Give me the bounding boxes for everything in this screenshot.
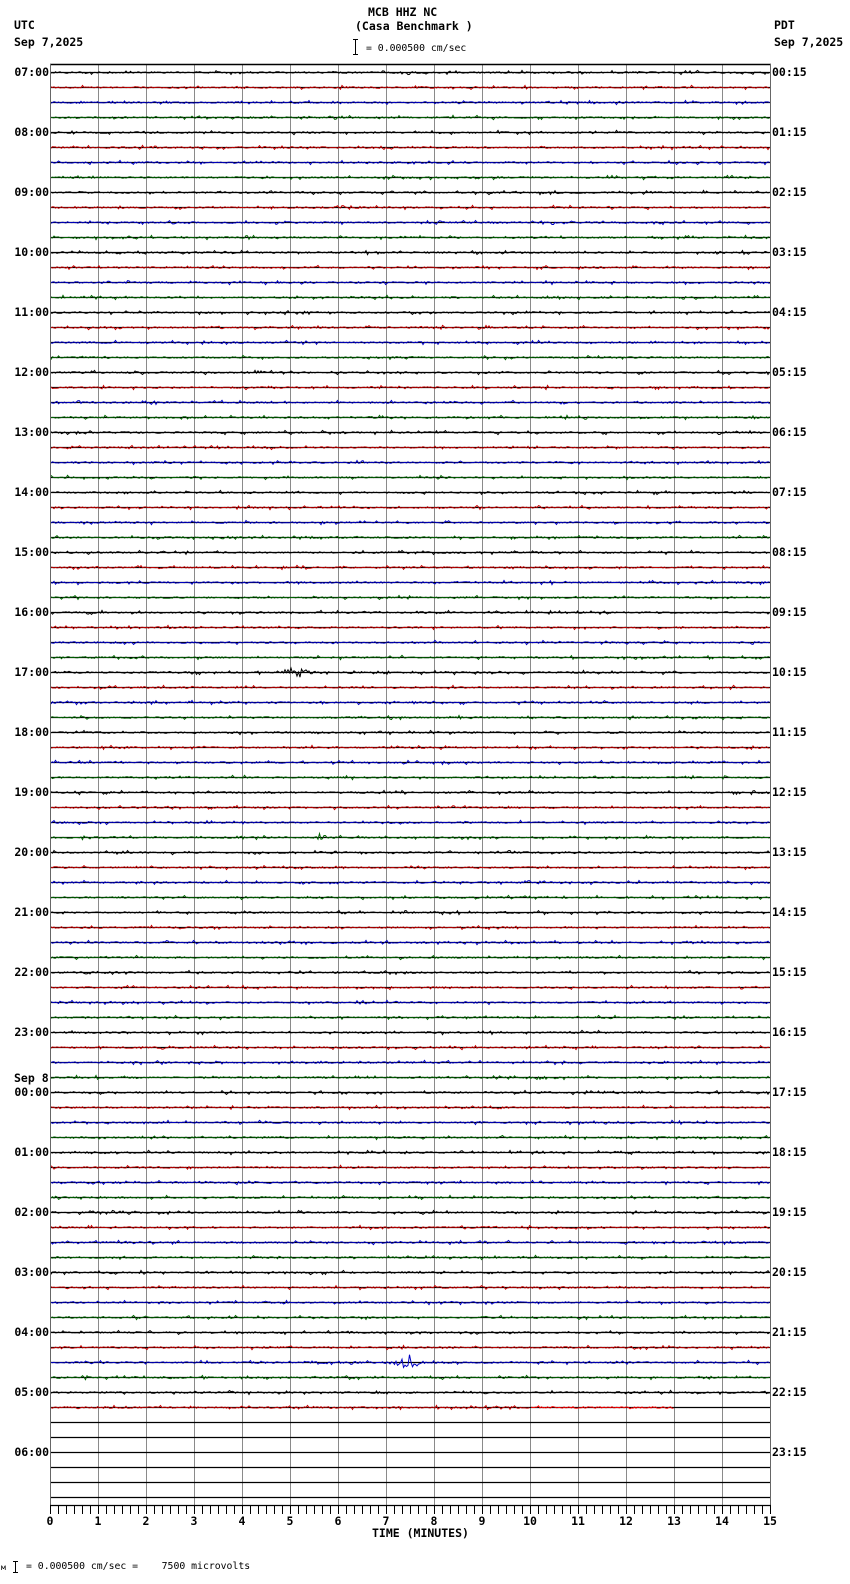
x-tick-label: 5 bbox=[286, 1514, 294, 1528]
seismic-trace bbox=[51, 1346, 770, 1350]
header-scale-text: = 0.000500 cm/sec bbox=[366, 43, 467, 54]
x-axis-title: TIME (MINUTES) bbox=[372, 1526, 469, 1540]
pdt-hour-label: 22:15 bbox=[772, 1385, 807, 1399]
seismic-trace bbox=[51, 190, 770, 194]
pdt-hour-label: 16:15 bbox=[772, 1025, 807, 1039]
utc-hour-label: 20:00 bbox=[14, 845, 49, 859]
pdt-hour-label: 11:15 bbox=[772, 725, 807, 739]
footer-scale-text: = 0.000500 cm/sec = 7500 microvolts bbox=[26, 1561, 251, 1572]
utc-hour-label: 00:00 bbox=[14, 1085, 49, 1099]
seismic-trace bbox=[51, 205, 770, 209]
pdt-hour-label: 03:15 bbox=[772, 245, 807, 259]
utc-hour-label: 09:00 bbox=[14, 185, 49, 199]
x-tick-label: 10 bbox=[523, 1514, 537, 1528]
seismic-trace bbox=[51, 834, 770, 840]
utc-hour-label: 08:00 bbox=[14, 125, 49, 139]
utc-hour-label: 02:00 bbox=[14, 1205, 49, 1219]
utc-hour-label: 22:00 bbox=[14, 965, 49, 979]
pdt-hour-label: 06:15 bbox=[772, 425, 807, 439]
x-tick-label: 1 bbox=[94, 1514, 102, 1528]
seismic-trace bbox=[51, 655, 770, 659]
seismic-trace bbox=[51, 1355, 770, 1368]
pdt-hour-label: 05:15 bbox=[772, 365, 807, 379]
pdt-hour-label: 13:15 bbox=[772, 845, 807, 859]
seismic-trace bbox=[51, 341, 770, 345]
utc-hour-label: 11:00 bbox=[14, 305, 49, 319]
station-title: MCB HHZ NC bbox=[368, 5, 438, 19]
x-tick-label: 3 bbox=[190, 1514, 198, 1528]
seismic-trace bbox=[51, 1331, 770, 1335]
x-tick-label: 4 bbox=[238, 1514, 246, 1528]
seismic-trace bbox=[51, 791, 770, 795]
seismic-trace bbox=[51, 251, 770, 255]
pdt-hour-label: 17:15 bbox=[772, 1085, 807, 1099]
utc-hour-label: 12:00 bbox=[14, 365, 49, 379]
pdt-hour-label: 01:15 bbox=[772, 125, 807, 139]
utc-hour-label: 18:00 bbox=[14, 725, 49, 739]
utc-hour-label: 03:00 bbox=[14, 1265, 49, 1279]
seismic-trace bbox=[51, 506, 770, 510]
pdt-hour-label: 21:15 bbox=[772, 1325, 807, 1339]
pdt-hour-label: 15:15 bbox=[772, 965, 807, 979]
date-change-label: Sep 8 bbox=[14, 1071, 49, 1085]
footer-glyph: м bbox=[1, 1563, 6, 1572]
x-tick-label: 15 bbox=[763, 1514, 777, 1528]
pdt-hour-label: 04:15 bbox=[772, 305, 807, 319]
right-timezone-label: PDT bbox=[774, 18, 795, 32]
pdt-hour-label: 02:15 bbox=[772, 185, 807, 199]
utc-hour-label: 23:00 bbox=[14, 1025, 49, 1039]
pdt-hour-label: 23:15 bbox=[772, 1445, 807, 1459]
seismic-trace bbox=[51, 385, 770, 389]
x-tick-label: 2 bbox=[142, 1514, 150, 1528]
seismic-trace bbox=[51, 115, 770, 119]
right-date-label: Sep 7,2025 bbox=[774, 35, 844, 49]
seismic-trace bbox=[51, 1105, 770, 1109]
seismic-trace bbox=[51, 775, 770, 779]
seismic-trace bbox=[51, 806, 770, 810]
seismic-trace bbox=[51, 145, 770, 149]
x-tick-label: 0 bbox=[46, 1514, 54, 1528]
seismic-trace bbox=[51, 881, 770, 885]
seismic-trace bbox=[51, 956, 770, 960]
utc-hour-label: 14:00 bbox=[14, 485, 49, 499]
seismic-trace bbox=[51, 1240, 770, 1244]
seismic-trace bbox=[51, 521, 770, 525]
seismic-trace bbox=[51, 1075, 770, 1079]
pdt-hour-label: 19:15 bbox=[772, 1205, 807, 1219]
pdt-hour-label: 14:15 bbox=[772, 905, 807, 919]
utc-hour-label: 06:00 bbox=[14, 1445, 49, 1459]
seismic-trace bbox=[51, 985, 770, 989]
seismic-trace bbox=[51, 70, 770, 74]
scale-bar-icon bbox=[353, 39, 358, 55]
x-tick-label: 12 bbox=[619, 1514, 633, 1528]
pdt-hour-label: 20:15 bbox=[772, 1265, 807, 1279]
x-tick-label: 9 bbox=[478, 1514, 486, 1528]
x-tick-label: 6 bbox=[334, 1514, 342, 1528]
utc-hour-label: 15:00 bbox=[14, 545, 49, 559]
pdt-hour-label: 08:15 bbox=[772, 545, 807, 559]
seismic-trace bbox=[51, 1316, 770, 1320]
utc-hour-label: 13:00 bbox=[14, 425, 49, 439]
seismic-trace bbox=[51, 400, 770, 404]
x-tick-label: 14 bbox=[715, 1514, 729, 1528]
seismic-trace bbox=[51, 101, 770, 105]
x-tick-label: 13 bbox=[667, 1514, 681, 1528]
utc-hour-label: 16:00 bbox=[14, 605, 49, 619]
seismic-trace bbox=[51, 325, 770, 329]
footer-scale-bar-icon bbox=[13, 1561, 18, 1573]
seismic-trace bbox=[51, 820, 770, 824]
seismic-trace bbox=[51, 866, 770, 870]
utc-hour-label: 10:00 bbox=[14, 245, 49, 259]
pdt-hour-label: 18:15 bbox=[772, 1145, 807, 1159]
seismic-trace bbox=[51, 1120, 770, 1124]
seismic-trace bbox=[51, 1195, 770, 1199]
seismic-trace bbox=[51, 971, 770, 975]
seismic-trace bbox=[51, 668, 770, 677]
utc-hour-label: 17:00 bbox=[14, 665, 49, 679]
pdt-hour-label: 07:15 bbox=[772, 485, 807, 499]
seismic-trace bbox=[51, 130, 770, 134]
pdt-hour-label: 00:15 bbox=[772, 65, 807, 79]
left-date-label: Sep 7,2025 bbox=[14, 35, 84, 49]
utc-hour-label: 01:00 bbox=[14, 1145, 49, 1159]
seismic-trace bbox=[51, 610, 770, 614]
utc-hour-label: 21:00 bbox=[14, 905, 49, 919]
x-tick-label: 8 bbox=[430, 1514, 438, 1528]
seismic-trace bbox=[51, 295, 770, 299]
seismic-trace bbox=[51, 221, 770, 225]
x-tick-label: 11 bbox=[571, 1514, 585, 1528]
pdt-hour-label: 09:15 bbox=[772, 605, 807, 619]
pdt-hour-label: 10:15 bbox=[772, 665, 807, 679]
seismic-trace bbox=[51, 370, 770, 374]
station-location: (Casa Benchmark ) bbox=[355, 19, 473, 33]
x-tick-label: 7 bbox=[382, 1514, 390, 1528]
utc-hour-label: 19:00 bbox=[14, 785, 49, 799]
utc-hour-label: 07:00 bbox=[14, 65, 49, 79]
utc-hour-label: 05:00 bbox=[14, 1385, 49, 1399]
seismic-trace bbox=[51, 1271, 770, 1275]
left-timezone-label: UTC bbox=[14, 18, 35, 32]
utc-hour-label: 04:00 bbox=[14, 1325, 49, 1339]
seismic-trace bbox=[51, 1225, 770, 1229]
pdt-hour-label: 12:15 bbox=[772, 785, 807, 799]
